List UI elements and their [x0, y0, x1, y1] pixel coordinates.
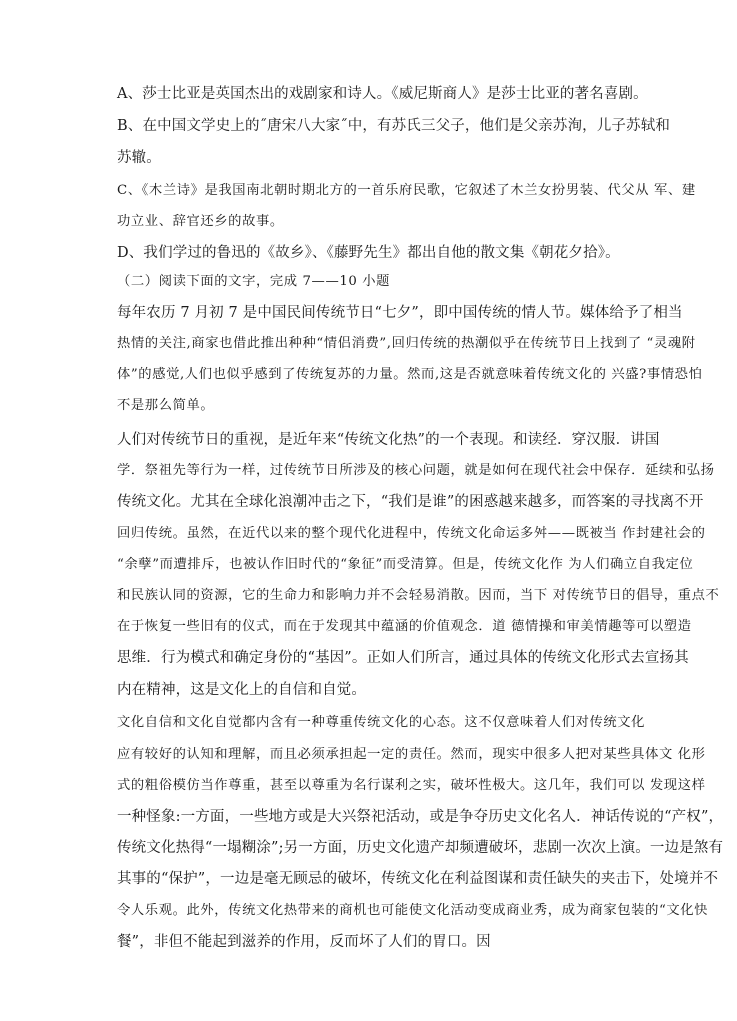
- paragraph-2-line-7: 在于恢复一些旧有的仪式，而在于发现其中蕴涵的价值观念．道 德情操和审美情趣等可以塑造: [117, 619, 692, 634]
- paragraph-2-line-8: 思维．行为模式和确定身份的“基因”。正如人们所言，通过具体的传统文化形式去宣扬其: [117, 650, 689, 666]
- paragraph-2-line-6: 和民族认同的资源，它的生命力和影响力并不会轻易消散。因而，当下 对传统节日的倡导，重点不: [117, 588, 720, 603]
- option-c-line-1: C、《木兰诗》是我国南北朝时期北方的一首乐府民歌，它叙述了木兰女扮男装、代父从 军、建: [117, 183, 696, 198]
- option-c-line-2: 功立业、辞官还乡的故事。: [117, 214, 284, 229]
- paragraph-2-line-1: 人们对传统节日的重视，是近年来“传统文化热”的一个表现。和读经．穿汉服．讲国: [117, 432, 660, 448]
- option-a: A、莎士比亚是英国杰出的戏剧家和诗人。《威尼斯商人》是莎士比亚的著名喜剧。: [117, 86, 648, 102]
- paragraph-3-line-8: 餐”，非但不能起到滋养的作用，反而坏了人们的胃口。因: [117, 934, 491, 950]
- paragraph-1-line-1: 每年农历 7 月初 7 是中国民间传统节日“七夕”，即中国传统的情人节。媒体给予了相当: [117, 305, 683, 321]
- paragraph-2-line-2: 学．祭祖先等行为一样，过传统节日所涉及的核心问题，就是如何在现代社会中保存．延续和弘扬: [117, 463, 715, 478]
- paragraph-2-line-3: 传统文化。尤其在全球化浪潮冲击之下，“我们是谁”的困惑越来越多，而答案的寻找离不开: [117, 494, 704, 510]
- paragraph-2-line-4: 回归传统。虽然，在近代以来的整个现代化进程中，传统文化命运多舛——既被当 作封建社会的: [117, 526, 706, 541]
- paragraph-3-line-1: 文化自信和文化自觉都内含有一种尊重传统文化的心态。这不仅意味着人们对传统文化: [117, 715, 646, 730]
- paragraph-1-line-2: 热情的关注,商家也借此推出种种“情侣消费”,回归传统的热潮似乎在传统节日上找到了 “灵魂附: [117, 336, 696, 351]
- paragraph-2-line-9: 内在精神，这是文化上的自信和自觉。: [117, 682, 367, 698]
- option-d: D、我们学过的鲁迅的《故乡》、《藤野先生》都出自他的散文集《朝花夕拾》。: [117, 245, 620, 261]
- paragraph-1-line-3: 体”的感觉,人们也似乎感到了传统复苏的力量。然而,这是否就意味着传统文化的 兴盛?事情恐怕: [117, 367, 703, 382]
- paragraph-3-line-6: 其事的“保护”，一边是毫无顾忌的破坏，传统文化在利益图谋和责任缺失的夹击下，处境并不: [117, 871, 719, 887]
- paragraph-1-line-4: 不是那么简单。: [117, 398, 215, 413]
- option-b-line-2: 苏辙。: [117, 150, 161, 166]
- option-b-line-1: B、在中国文学史上的˝唐宋八大家˝中，有苏氏三父子，他们是父亲苏洵，儿子苏轼和: [117, 118, 671, 134]
- section-heading: （二）阅读下面的文字，完成 7——10 小题: [117, 274, 391, 289]
- paragraph-3-line-5: 传统文化热得“一塌糊涂”;另一方面，历史文化遗产却频遭破坏，悲剧一次次上演。一边是煞有: [117, 840, 724, 856]
- paragraph-3-line-3: 式的粗俗模仿当作尊重，甚至以尊重为名行谋利之实，破坏性极大。这几年，我们可以 发现这样: [117, 778, 706, 793]
- paragraph-2-line-5: “余孽”而遭排斥，也被认作旧时代的“象征”而受清算。但是，传统文化作 为人们确立自我定位: [117, 557, 694, 572]
- paragraph-3-line-2: 应有较好的认知和理解，而且必须承担起一定的责任。然而，现实中很多人把对某些具体文 化形: [117, 747, 706, 762]
- paragraph-3-line-7: 令人乐观。此外，传统文化热带来的商机也可能使文化活动变成商业秀，成为商家包装的“文化快: [117, 903, 709, 918]
- paragraph-3-line-4: 一种怪象:一方面，一些地方或是大兴祭祀活动，或是争夺历史文化名人．神话传说的“产权”，: [117, 809, 724, 825]
